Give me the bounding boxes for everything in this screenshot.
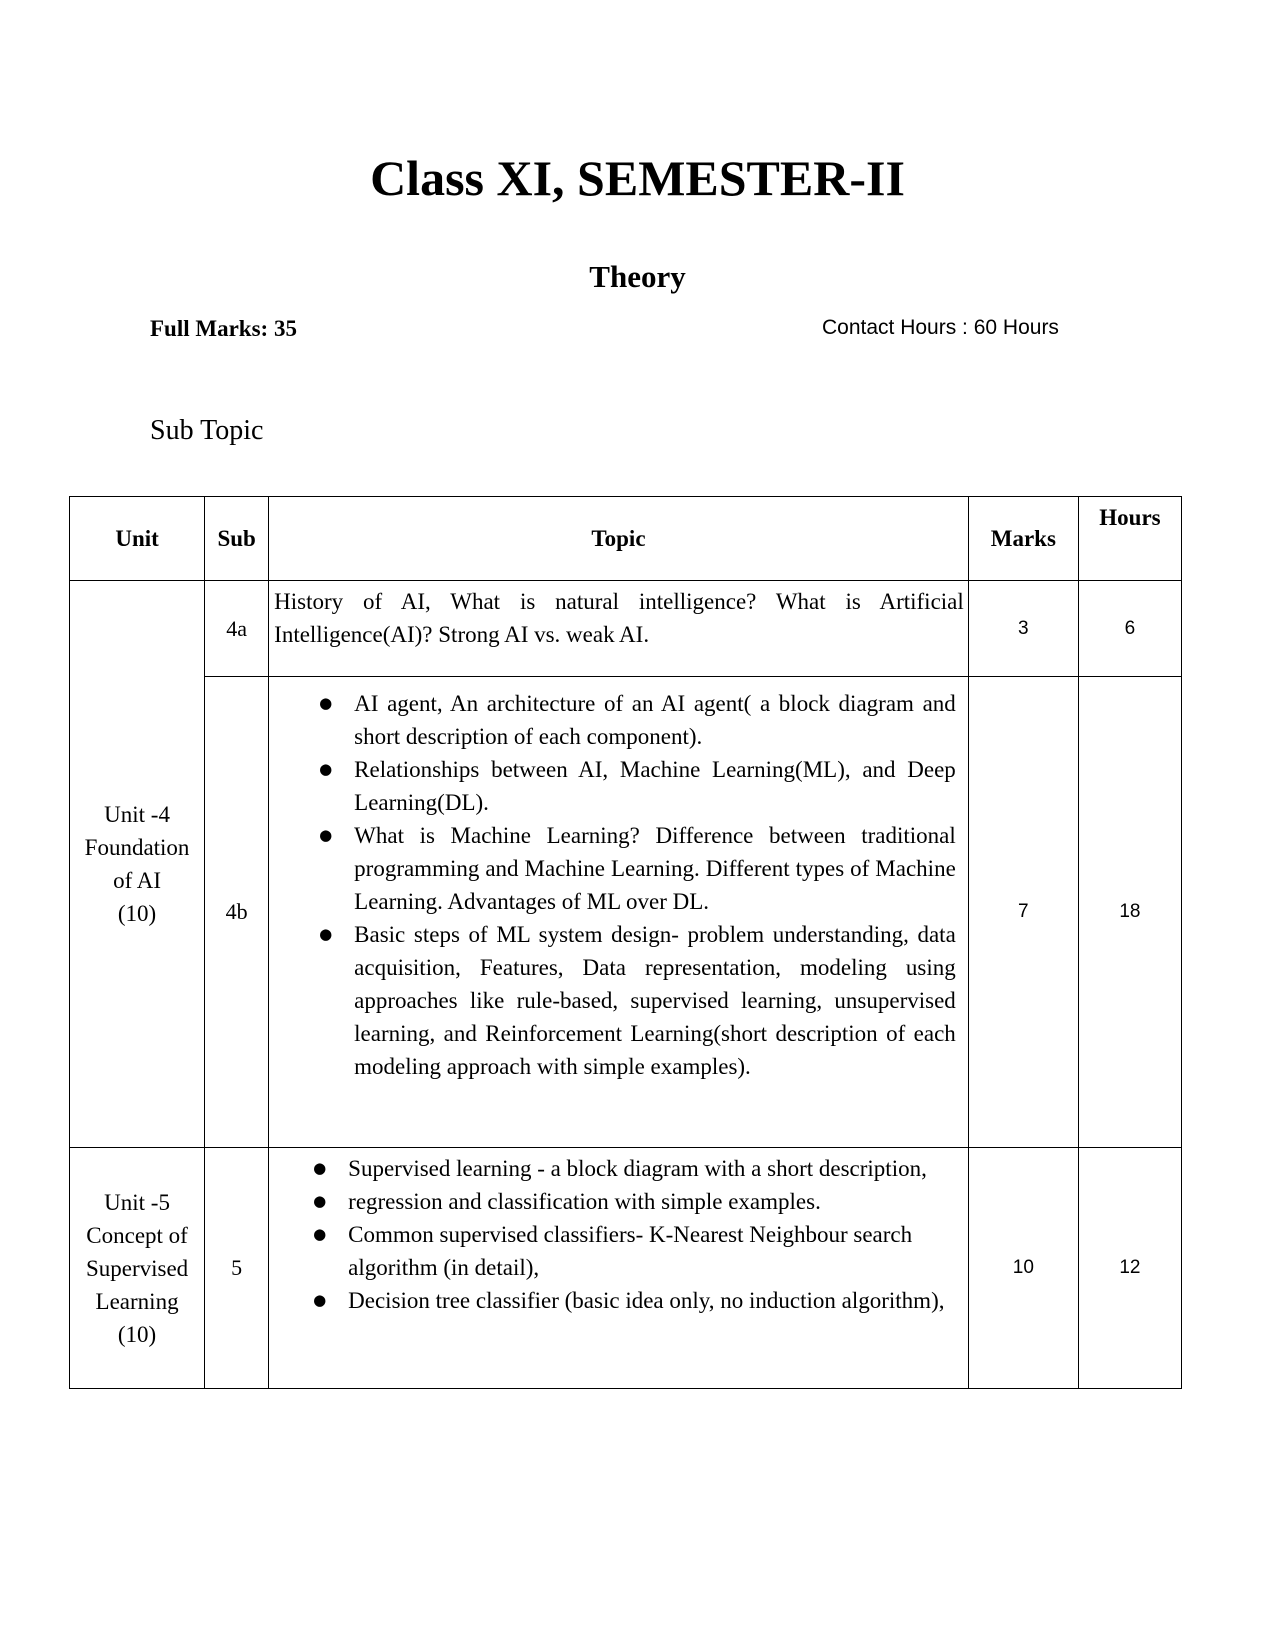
sub-cell: 4a bbox=[205, 581, 269, 677]
unit-line: (10) bbox=[117, 901, 157, 926]
unit-line: (10) bbox=[117, 1321, 157, 1347]
table-row bbox=[70, 581, 1182, 677]
list-item: ● Supervised learning - a block diagram with a short description, bbox=[348, 1152, 958, 1185]
unit-cell-4 bbox=[70, 581, 205, 1148]
topic-cell bbox=[269, 677, 969, 1148]
sub-cell: 5 bbox=[205, 1148, 269, 1389]
topic-cell bbox=[269, 581, 969, 677]
topic-cell bbox=[269, 1148, 969, 1389]
unit-cell-5 bbox=[70, 1148, 205, 1389]
column-header-hours: Hours bbox=[1078, 497, 1181, 581]
topic-bullet-list bbox=[269, 677, 968, 1083]
list-item: ● Basic steps of ML system design- problem understanding, data acquisition, Features, Data representation, modeling using approaches like rule-based, supervised learning, unsupervised learning, and Reinforcement Learning(short description of each modeling approach with simple examples). bbox=[354, 918, 956, 1083]
column-header-unit: Unit bbox=[70, 497, 205, 581]
table-header-row bbox=[70, 497, 1182, 581]
column-header-topic: Topic bbox=[269, 497, 969, 581]
marks-cell: 7 bbox=[968, 677, 1078, 1148]
list-item: ● AI agent, An architecture of an AI agent( a block diagram and short description of each component). bbox=[354, 687, 956, 753]
sub-cell: 4b bbox=[205, 677, 269, 1148]
list-item: ● Relationships between AI, Machine Learning(ML), and Deep Learning(DL). bbox=[354, 753, 956, 819]
unit-line: Concept of bbox=[86, 1222, 188, 1248]
topic-text: History of AI, What is natural intelligence? What is Artificial Intelligence(AI)? Strong AI vs. weak AI. bbox=[274, 589, 964, 647]
syllabus-table bbox=[69, 496, 1182, 1389]
list-item: ● regression and classification with simple examples. bbox=[348, 1185, 958, 1218]
hours-cell: 18 bbox=[1078, 677, 1181, 1148]
unit-line: Supervised bbox=[85, 1255, 189, 1281]
table-row bbox=[70, 1148, 1182, 1389]
page-title: Class XI, SEMESTER-II bbox=[370, 150, 905, 206]
hours-cell: 12 bbox=[1078, 1148, 1181, 1389]
page-subtitle: Theory bbox=[589, 259, 686, 294]
column-header-sub: Sub bbox=[205, 497, 269, 581]
list-item: ● What is Machine Learning? Difference between traditional programming and Machine Learning. Different types of Machine Learning. Advantages of ML over DL. bbox=[354, 819, 956, 918]
column-header-marks: Marks bbox=[968, 497, 1078, 581]
topic-bullet-list bbox=[269, 1148, 968, 1317]
unit-line: Unit -5 bbox=[104, 1189, 170, 1215]
list-item: ● Decision tree classifier (basic idea only, no induction algorithm), bbox=[348, 1284, 958, 1317]
unit-line: of AI bbox=[113, 868, 162, 893]
list-item: ● Common supervised classifiers- K-Nearest Neighbour search algorithm (in detail), bbox=[348, 1218, 958, 1284]
full-marks: Full Marks: 35 bbox=[150, 316, 297, 341]
sub-topic-heading: Sub Topic bbox=[150, 415, 264, 446]
marks-cell: 10 bbox=[968, 1148, 1078, 1389]
unit-line: Unit -4 bbox=[104, 802, 170, 827]
table-row bbox=[70, 677, 1182, 1148]
contact-hours: Contact Hours : 60 Hours bbox=[822, 316, 1059, 339]
hours-cell: 6 bbox=[1078, 581, 1181, 677]
unit-line: Foundation bbox=[84, 835, 190, 860]
marks-cell: 3 bbox=[968, 581, 1078, 677]
unit-line: Learning bbox=[95, 1288, 179, 1314]
